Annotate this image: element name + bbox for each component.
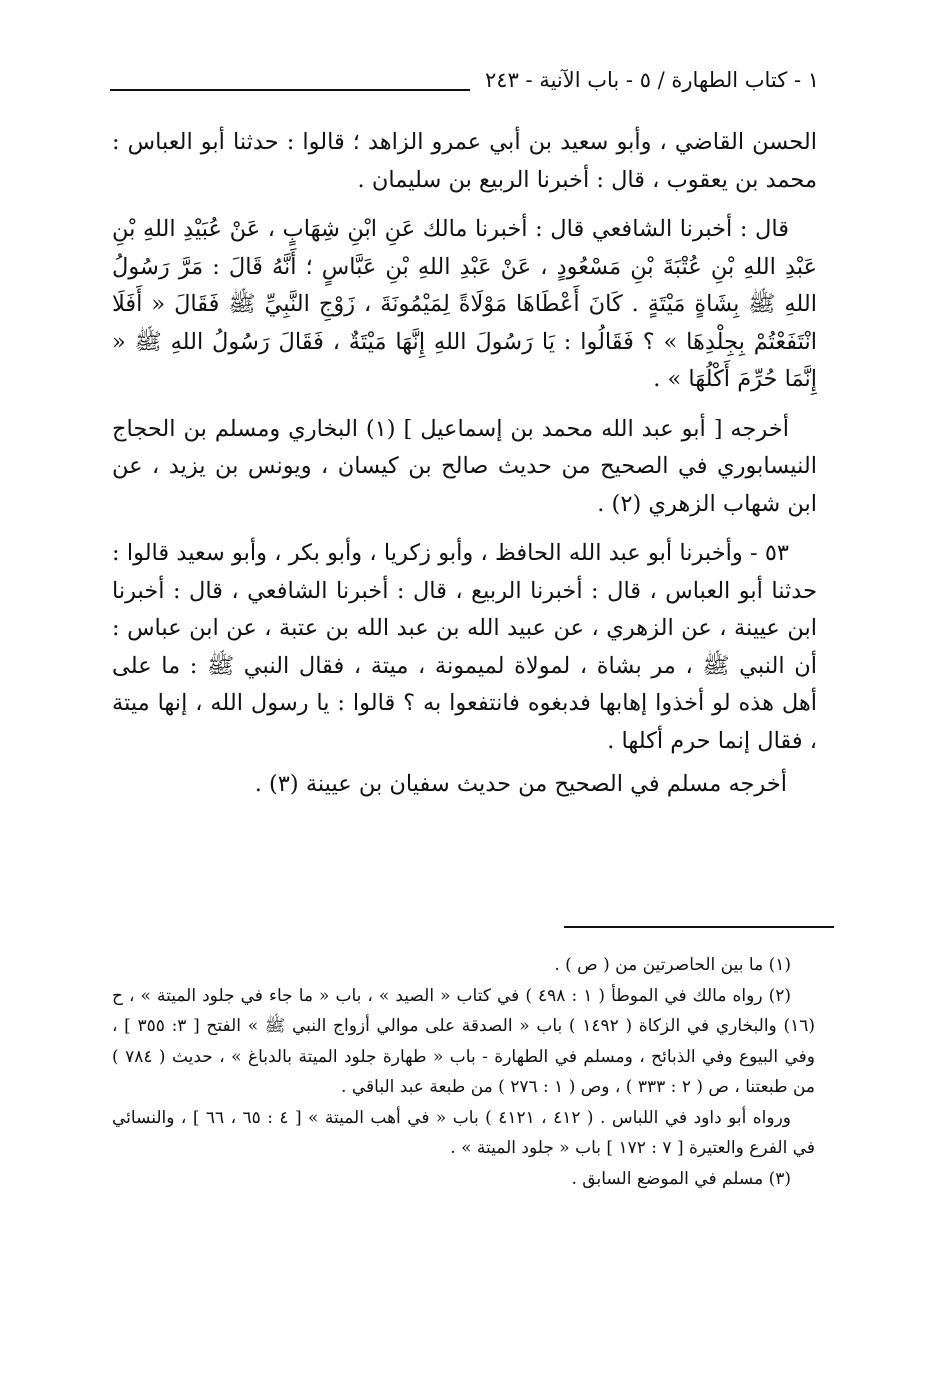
main-text <box>112 124 817 804</box>
footnote-separator <box>112 926 834 928</box>
header-rule <box>110 89 470 91</box>
footnote-2-continued: ورواه أبو داود في اللباس . ( ٤١٢ ، ٤١٢١ ) باب « في أهب الميتة » [ ٤ : ٦٥ ، ٦٦ ] ، والنسائي في الفرع والعتيرة [ ٧ : ١٧٢ ] باب « جلود الميتة » . <box>112 1107 815 1158</box>
footnote-1: (١) ما بين الحاصرتين من ( ص ) . <box>554 955 791 975</box>
footnote-rule <box>564 926 834 928</box>
paragraph-takhrij-53: أخرجه مسلم في الصحيح من حديث سفيان بن عيينة (٣) . <box>254 771 787 797</box>
paragraph-takhrij: أخرجه [ أبو عبد الله محمد بن إسماعيل ] (١) البخاري ومسلم بن الحجاج النيسابوري في الصحيح من حديث صالح بن كيسان ، ويونس بن يزيد ، عن ابن شهاب الزهري (٢) . <box>112 415 817 517</box>
running-title: ١ - كتاب الطهارة / ٥ - باب الآنية - ٢٤٣ <box>485 68 819 92</box>
footnote-3: (٣) مسلم في الموضع السابق . <box>571 1168 791 1189</box>
paragraph-hadith-53: ٥٣ - وأخبرنا أبو عبد الله الحافظ ، وأبو زكريا ، وأبو بكر ، وأبو سعيد قالوا : حدثنا أبو العباس ، قال : أخبرنا الربيع ، قال : أخبرنا الشافعي ، قال : أخبرنا ابن عيينة ، عن الزهري ، عن عبيد الله بن عبد الله بن عتبة ، عن ابن عباس : أن النبي ﷺ ، مر بشاة ، لمولاة لميمونة ، ميتة ، فقال النبي ﷺ : ما على أهل هذه لو أخذوا إهابها فدبغوه فانتفعوا به ؟ قالوا : يا رسول الله ، إنها ميتة ، فقال إنما حرم أكلها . <box>112 540 817 754</box>
paragraph-isnad-continuation: الحسن القاضي ، وأبو سعيد بن أبي عمرو الزاهد ؛ قالوا : حدثنا أبو العباس : محمد بن يعقوب ، قال : أخبرنا الربيع بن سليمان . <box>112 129 817 193</box>
footnote-2: (٢) رواه مالك في الموطأ ( ١ : ٤٩٨ ) في كتاب « الصيد » ، باب « ما جاء في جلود الميتة » ، ح (١٦) والبخاري في الزكاة ( ١٤٩٢ ) باب « الصدقة على موالي أزواج النبي ﷺ » الفتح [ ٣: ٣٥٥ ] ، وفي البيوع وفي الذبائح ، ومسلم في الطهارة - باب « طهارة جلود الميتة بالدباغ » ، حديث ( ٧٨٤ ) من طبعتنا ، ص ( ٢ : ٣٣٣ ) ، وص ( ١ : ٢٧٦ ) من طبعة عبد الباقي . <box>112 985 815 1097</box>
running-header <box>110 68 819 102</box>
paragraph-hadith-text: قال : أخبرنا الشافعي قال : أخبرنا مالك عَنِ ابْنِ شِهَابٍ ، عَنْ عُبَيْدِ اللهِ بْنِ عَبْدِ اللهِ بْنِ عُتْبَةَ بْنِ مَسْعُودٍ ، عَنْ عَبْدِ اللهِ بْنِ عَبَّاسٍ ؛ أَنَّهُ قَالَ : مَرَّ رَسُولُ اللهِ ﷺ بِشَاةٍ مَيْتَةٍ . كَانَ أَعْطَاهَا مَوْلَاةً لِمَيْمُونَةَ ، زَوْجِ النَّبِيِّ ﷺ فَقَالَ « أَفَلَا انْتَفَعْتُمْ بِجِلْدِهَا » ؟ فَقَالُوا : يَا رَسُولَ اللهِ إِنَّهَا مَيْتَةٌ ، فَقَالَ رَسُولُ اللهِ ﷺ « إِنَّمَا حُرِّمَ أَكْلُهَا » . <box>112 216 817 392</box>
footnotes <box>112 950 815 1194</box>
